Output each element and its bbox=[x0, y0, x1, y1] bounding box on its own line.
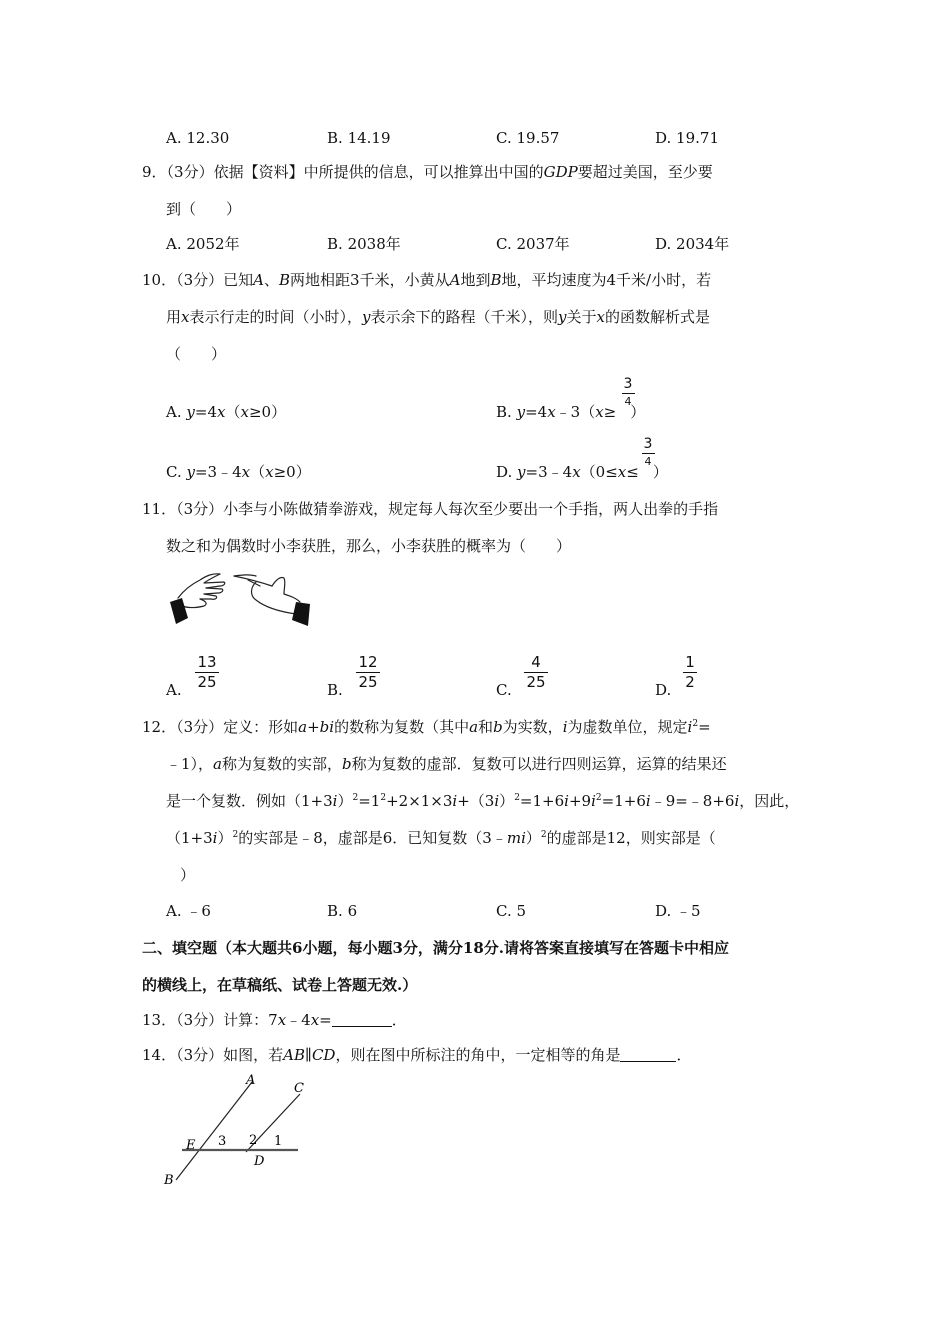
label-c: C bbox=[294, 1081, 304, 1096]
label-e: E bbox=[186, 1138, 196, 1153]
q11-option-b-letter: B. bbox=[327, 681, 343, 699]
q11-option-b-fraction: 12 25 bbox=[355, 655, 381, 690]
q8-option-b: B. 14.19 bbox=[327, 129, 391, 147]
label-angle-2: 2 bbox=[249, 1133, 258, 1148]
q9-stem-line1: 9．（3分）依据【资料】中所提供的信息，可以推算出中国的GDP要超过美国，至少要 bbox=[142, 163, 713, 181]
q10-option-d: D. y=3﹣4x（0≤x≤ ） bbox=[496, 463, 668, 481]
q12-stem-line4: $(1+3i)^2$的实部是﹣8，虚部是6．已知复数（3﹣mi）$^2$的虚部是12，则实部是（ bbox=[166, 829, 716, 847]
q12-option-d: D. ﹣5 bbox=[655, 902, 701, 920]
q11-stem-line2: 数之和为偶数时小李获胜，那么，小李获胜的概率为（ ） bbox=[166, 537, 572, 555]
q11-option-c-fraction: 4 25 bbox=[523, 655, 549, 690]
q10-option-d-fraction: 3 4 bbox=[641, 437, 655, 467]
q9-stem-line2: 到（ ） bbox=[166, 200, 242, 218]
q11-stem-line1: 11．（3分）小李与小陈做猜拳游戏，规定每人每次至少要出一个手指，两人出拳的手指 bbox=[142, 500, 719, 518]
q12-stem-line2: ﹣1），a称为复数的实部，b称为复数的虚部．复数可以进行四则运算，运算的结果还 bbox=[166, 755, 727, 773]
label-d: D bbox=[254, 1154, 265, 1169]
q12-option-b: B. 6 bbox=[327, 902, 358, 920]
q12-option-a: A. ﹣6 bbox=[166, 902, 211, 920]
q12-stem-line5: ） bbox=[180, 866, 196, 884]
q9-option-c: C. 2037年 bbox=[496, 235, 570, 253]
q14-answer-blank[interactable] bbox=[620, 1046, 676, 1062]
q8-option-c: C. 19.57 bbox=[496, 129, 560, 147]
label-angle-3: 3 bbox=[218, 1134, 227, 1149]
q12-stem-line3: 是一个复数．例如$(1+3i)^2=1^2+2\times 1\times 3i+(3i)^2=1+6i+9i^2=1+6i﹣9=﹣8+6i$，因此， bbox=[166, 792, 800, 810]
q10-stem-line2: 用x表示行走的时间（小时），y表示余下的路程（千米），则y关于x的函数解析式是 bbox=[166, 308, 710, 326]
q9-option-d: D. 2034年 bbox=[655, 235, 730, 253]
q12-stem-line1: 12．（3分）定义：形如a+bi的数称为复数（其中a和b为实数，i为虚数单位，规定$i^2=$ bbox=[142, 718, 711, 736]
q10-stem-line3: （ ） bbox=[166, 345, 227, 363]
q10-option-a: A. y=4x（x≥0） bbox=[166, 403, 287, 421]
q11-option-c-letter: C. bbox=[496, 681, 512, 699]
line-ab bbox=[176, 1082, 252, 1180]
q12-option-c: C. 5 bbox=[496, 902, 527, 920]
q13-answer-blank[interactable] bbox=[332, 1011, 392, 1027]
q14-stem: 14．（3分）如图，若AB∥CD，则在图中所标注的角中，一定相等的角是 ． bbox=[142, 1046, 692, 1064]
q10-option-b-fraction: 3 4 bbox=[621, 377, 635, 407]
q10-stem-line1: 10．（3分）已知A、B两地相距3千米，小黄从A地到B地，平均速度为4千米/小时，若 bbox=[142, 271, 712, 289]
q11-option-a-letter: A. bbox=[166, 681, 182, 699]
section-2-heading-line1: 二、填空题（本大题共6小题，每小题3分，满分18分.请将答案直接填写在答题卡中相应 bbox=[142, 939, 729, 957]
q8-option-a: A. 12.30 bbox=[166, 129, 230, 147]
q14-parallel-lines-figure bbox=[160, 1072, 310, 1192]
label-b: B bbox=[164, 1173, 174, 1188]
q10-option-c: C. y=3﹣4x（x≥0） bbox=[166, 463, 311, 481]
q11-option-d-fraction: 1 2 bbox=[682, 655, 698, 690]
q13-stem: 13．（3分）计算：7x﹣4x= ． bbox=[142, 1011, 407, 1029]
q10-option-b: B. y=4x﹣3（x≥ ） bbox=[496, 403, 646, 421]
q9-option-b: B. 2038年 bbox=[327, 235, 401, 253]
q9-option-a: A. 2052年 bbox=[166, 235, 240, 253]
label-a: A bbox=[246, 1073, 256, 1088]
section-2-heading-line2: 的横线上，在草稿纸、试卷上答题无效.） bbox=[142, 976, 418, 994]
label-angle-1: 1 bbox=[274, 1134, 283, 1149]
q11-option-d-letter: D. bbox=[655, 681, 672, 699]
q8-option-d: D. 19.71 bbox=[655, 129, 719, 147]
q11-option-a-fraction: 13 25 bbox=[194, 655, 220, 690]
finger-guessing-hands-illustration bbox=[164, 568, 324, 634]
